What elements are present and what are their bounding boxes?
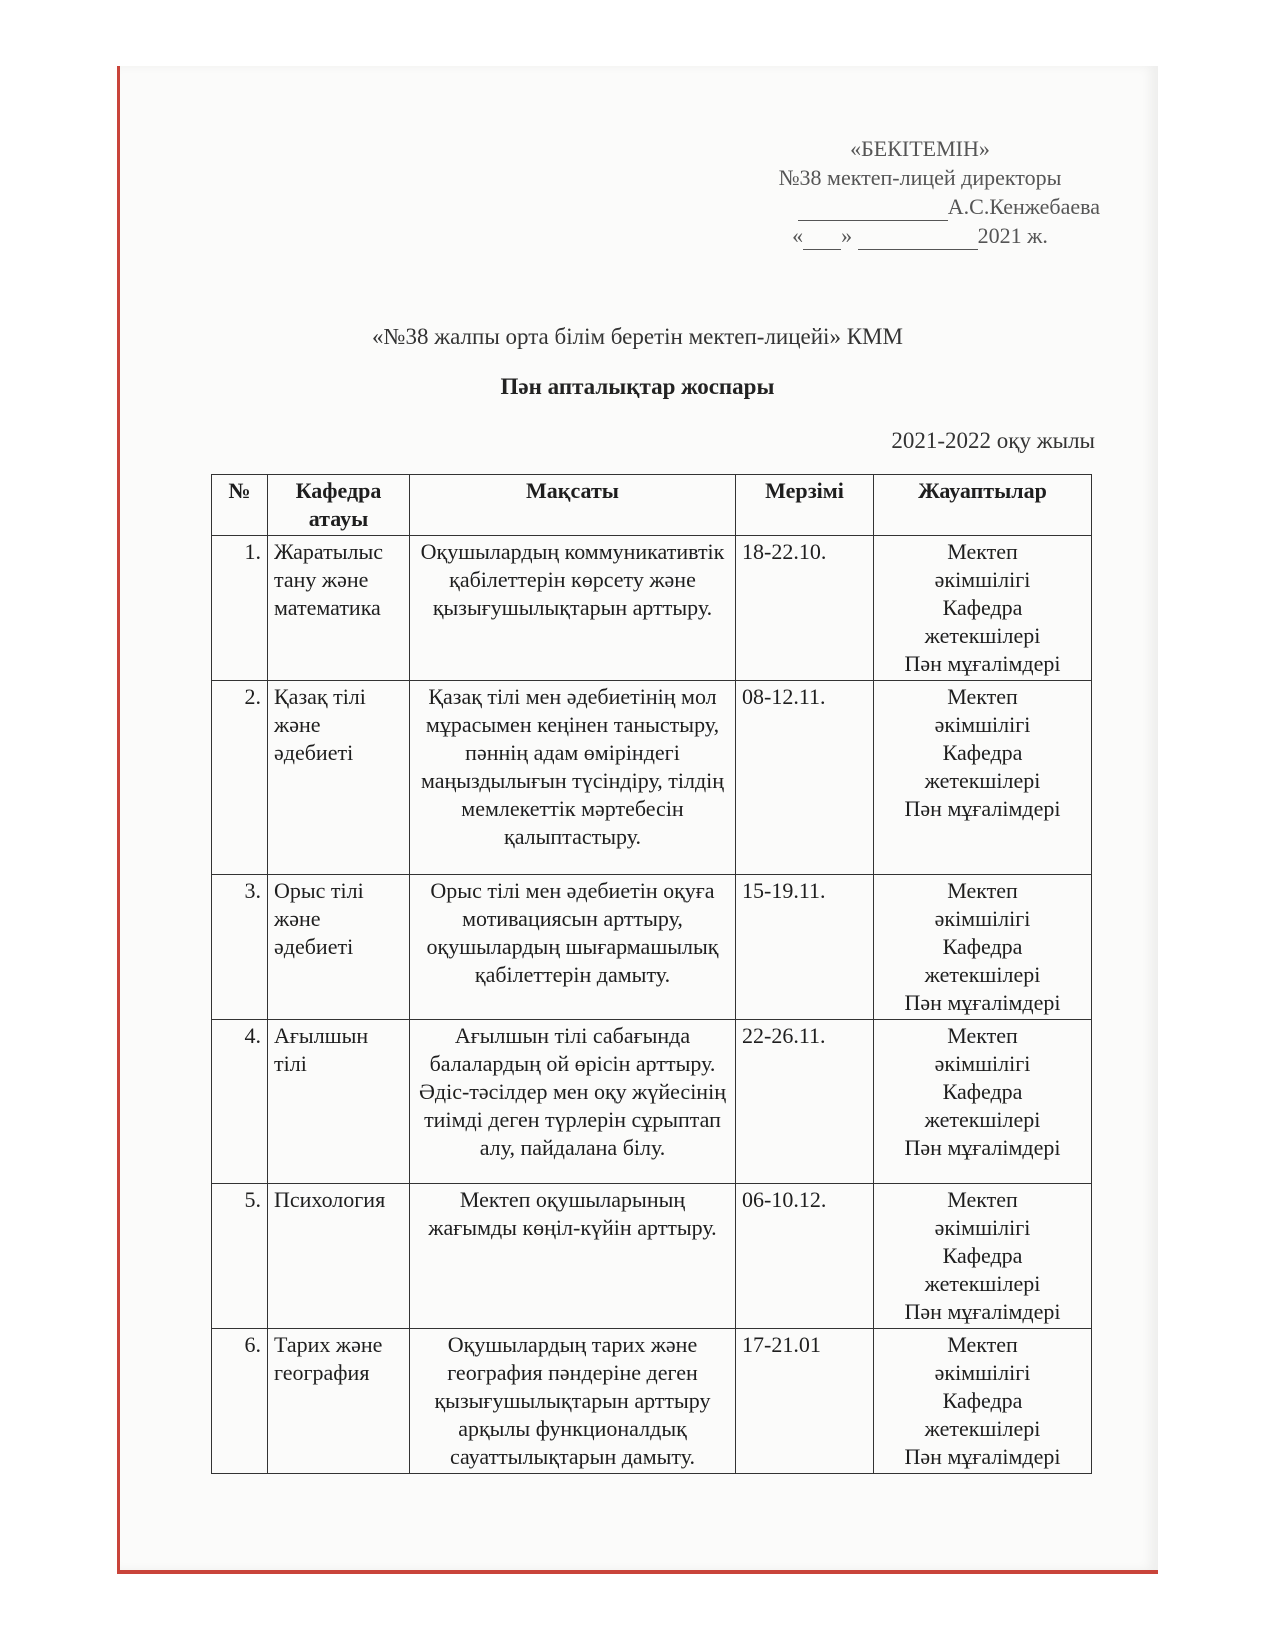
table-row <box>212 1329 1092 1474</box>
month-blank <box>858 227 978 250</box>
header-goal: Мақсаты <box>410 475 736 536</box>
row-date: 06-10.12. <box>736 1184 874 1329</box>
responsible-line: Кафедра <box>942 740 1023 765</box>
responsible-line: Мектеп <box>947 878 1018 903</box>
date-quote-open: « <box>792 223 804 248</box>
responsible-line: Пән мұғалімдері <box>904 1135 1061 1160</box>
responsible-line: Пән мұғалімдері <box>904 651 1061 676</box>
responsible-line: Кафедра <box>942 934 1023 959</box>
responsible-line: әкімшілігі <box>934 906 1031 931</box>
responsible-line: Кафедра <box>942 1079 1023 1104</box>
row-number: 6. <box>212 1329 268 1474</box>
row-number: 5. <box>212 1184 268 1329</box>
responsible-line: жетекшілері <box>924 962 1041 987</box>
row-number: 3. <box>212 875 268 1020</box>
row-number: 1. <box>212 536 268 681</box>
table-row <box>212 1184 1092 1329</box>
table-row <box>212 1020 1092 1184</box>
academic-year: 2021-2022 оқу жылы <box>891 428 1095 453</box>
row-responsible <box>874 1020 1092 1184</box>
responsible-line: жетекшілері <box>924 768 1041 793</box>
row-responsible <box>874 1329 1092 1474</box>
responsible-line: Мектеп <box>947 539 1018 564</box>
responsible-line: жетекшілері <box>924 1107 1041 1132</box>
responsible-line: жетекшілері <box>924 1271 1041 1296</box>
row-department: Орыс тілі және әдебиеті <box>268 875 410 1020</box>
responsible-line: әкімшілігі <box>934 1051 1031 1076</box>
row-goal: Оқушылардың тарих және география пәндеріне деген қызығушылықтарын арттыру арқылы функционалдық сауаттылықтарын дамыту. <box>410 1329 736 1474</box>
date-quote-close: » <box>841 223 853 248</box>
row-department: Тарих және география <box>268 1329 410 1474</box>
row-goal: Ағылшын тілі сабағында балалардың ой өрісін арттыру. Әдіс-тәсілдер мен оқу жүйесінің тиімді деген түрлерін сұрыптап алу, пайдалана білу. <box>410 1020 736 1184</box>
table-header-row <box>212 475 1092 536</box>
approval-signature-line <box>740 192 1100 221</box>
row-responsible <box>874 536 1092 681</box>
table-row <box>212 681 1092 875</box>
header-date: Мерзімі <box>736 475 874 536</box>
row-responsible <box>874 681 1092 875</box>
approval-year: 2021 ж. <box>977 223 1048 248</box>
responsible-line: Пән мұғалімдері <box>904 796 1061 821</box>
row-department: Психология <box>268 1184 410 1329</box>
approval-position: №38 мектеп-лицей директоры <box>778 165 1062 190</box>
row-department: Жаратылыс тану және математика <box>268 536 410 681</box>
header-number: № <box>212 475 268 536</box>
row-department: Ағылшын тілі <box>268 1020 410 1184</box>
plan-table <box>211 474 1092 1474</box>
responsible-line: Кафедра <box>942 595 1023 620</box>
row-responsible <box>874 875 1092 1020</box>
approval-signatory: А.С.Кенжебаева <box>947 194 1100 219</box>
row-date: 17-21.01 <box>736 1329 874 1474</box>
header-department: Кафедра атауы <box>268 475 410 536</box>
responsible-line: әкімшілігі <box>934 712 1031 737</box>
table-row <box>212 536 1092 681</box>
row-date: 22-26.11. <box>736 1020 874 1184</box>
row-goal: Қазақ тілі мен әдебиетінің мол мұрасымен кеңінен таныстыру, пәннің адам өміріндегі маңыздылығын түсіндіру, тілдің мемлекеттік мәртебесін қалыптастыру. <box>410 681 736 875</box>
document-title: Пән апталықтар жоспары <box>500 374 775 399</box>
responsible-line: Кафедра <box>942 1243 1023 1268</box>
responsible-line: Пән мұғалімдері <box>904 990 1061 1015</box>
responsible-line: Кафедра <box>942 1388 1023 1413</box>
responsible-line: әкімшілігі <box>934 567 1031 592</box>
approval-date-line <box>740 221 1100 250</box>
responsible-line: әкімшілігі <box>934 1215 1031 1240</box>
responsible-line: жетекшілері <box>924 623 1041 648</box>
row-responsible <box>874 1184 1092 1329</box>
row-date: 15-19.11. <box>736 875 874 1020</box>
row-date: 08-12.11. <box>736 681 874 875</box>
responsible-line: әкімшілігі <box>934 1360 1031 1385</box>
day-blank <box>803 227 841 250</box>
responsible-line: Мектеп <box>947 1023 1018 1048</box>
row-date: 18-22.10. <box>736 536 874 681</box>
header-responsible: Жауаптылар <box>874 475 1092 536</box>
organization-name: «№38 жалпы орта білім беретін мектеп-лицейі» КММ <box>372 324 903 349</box>
row-number: 4. <box>212 1020 268 1184</box>
responsible-line: жетекшілері <box>924 1416 1041 1441</box>
responsible-line: Мектеп <box>947 1187 1018 1212</box>
row-goal: Оқушылардың коммуникативтік қабілеттерін көрсету және қызығушылықтарын арттыру. <box>410 536 736 681</box>
row-goal: Орыс тілі мен әдебиетін оқуға мотивациясын арттыру, оқушылардың шығармашылық қабілеттерін дамыту. <box>410 875 736 1020</box>
responsible-line: Пән мұғалімдері <box>904 1299 1061 1324</box>
responsible-line: Мектеп <box>947 684 1018 709</box>
row-goal: Мектеп оқушыларының жағымды көңіл-күйін арттыру. <box>410 1184 736 1329</box>
responsible-line: Пән мұғалімдері <box>904 1444 1061 1469</box>
responsible-line: Мектеп <box>947 1332 1018 1357</box>
signature-blank <box>798 198 948 221</box>
approval-title: «БЕКІТЕМІН» <box>850 136 990 161</box>
table-row <box>212 875 1092 1020</box>
approval-block <box>740 134 1100 250</box>
row-number: 2. <box>212 681 268 875</box>
row-department: Қазақ тілі және әдебиеті <box>268 681 410 875</box>
